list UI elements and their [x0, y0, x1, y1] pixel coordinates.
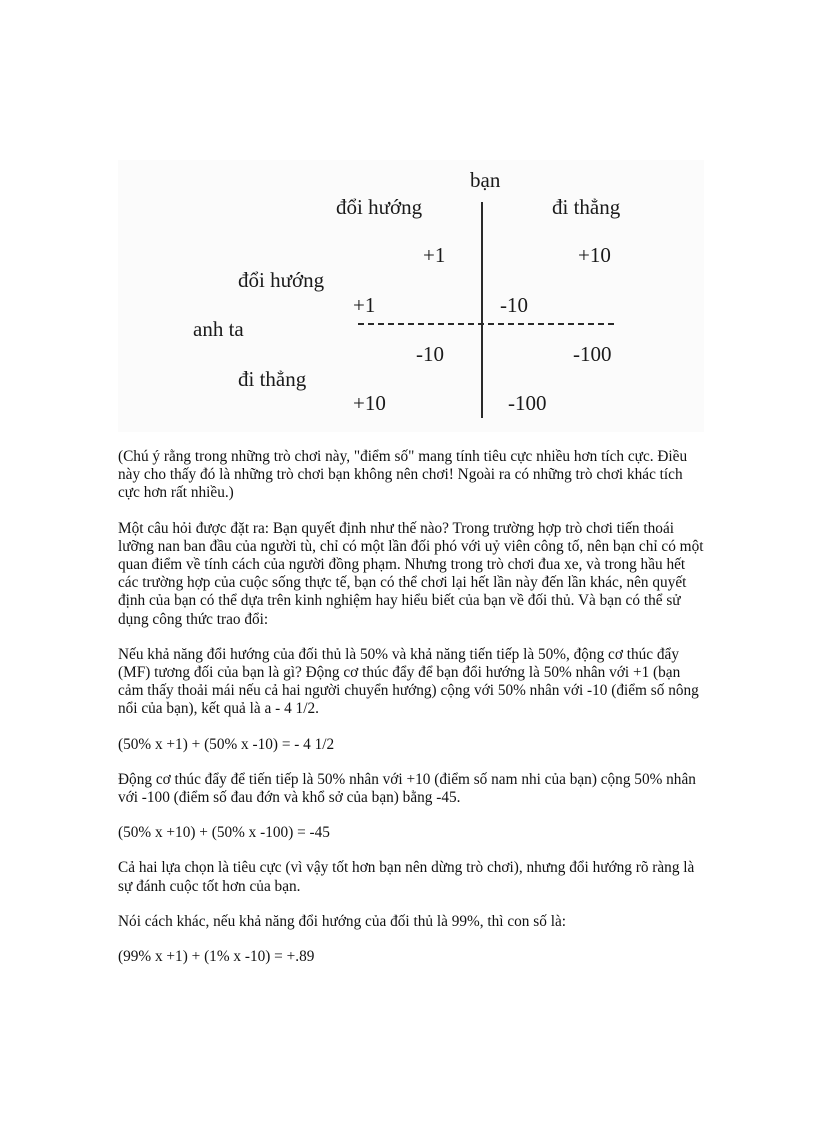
paragraph-other-case: Nói cách khác, nếu khả năng đổi hướng của đối thủ là 99%, thì con số là:	[118, 912, 566, 930]
paragraph-question: Một câu hỏi được đặt ra: Bạn quyết định như thế nào? Trong trường hợp trò chơi tiến thoái lưỡng nan ban đầu của người tù, chỉ có một lần đối phó với uỷ viên công tố, nên bạn chỉ có một quan điểm về tính cách của người đồng phạm. Nhưng trong trò chơi đua xe, và trong hầu hết các trường hợp của cuộc sống thực tế, bạn có thể chơi lại hết lần này đến lần khác, nên quyết định của bạn có thể dựa trên kinh nghiệm hay hiểu biết của bạn về đối thủ. Và bạn có thể sử dụng công thức trao đổi:	[118, 519, 704, 628]
cell-straight-straight-him: -100	[508, 391, 547, 415]
player-you-label: bạn	[470, 168, 501, 192]
him-swerve-label: đổi hướng	[238, 268, 325, 292]
paragraph-conclusion: Cả hai lựa chọn là tiêu cực (vì vậy tốt hơn bạn nên dừng trò chơi), nhưng đổi hướng rõ ràng là sự đánh cuộc tốt hơn của bạn.	[118, 859, 695, 895]
paragraph-mf-straight: Động cơ thúc đẩy để tiến tiếp là 50% nhân với +10 (điểm số nam nhi của bạn) cộng 50% nhân với -100 (điểm số đau đớn và khổ sở của bạn) bằng -45.	[118, 770, 696, 807]
you-swerve-label: đổi hướng	[336, 195, 423, 219]
formula-straight: (50% x +10) + (50% x -100) = -45	[118, 824, 330, 842]
cell-swerve-straight-you: +10	[578, 243, 611, 267]
cell-swerve-swerve-him: +1	[353, 293, 376, 317]
vertical-divider	[481, 202, 483, 418]
body-text	[118, 448, 708, 983]
cell-straight-straight-you: -100	[573, 342, 612, 366]
paragraph-note: (Chú ý rằng trong những trò chơi này, "điểm số" mang tính tiêu cực nhiều hơn tích cực. Điều này cho thấy đó là những trò chơi bạn không nên chơi! Ngoài ra có những trò chơi khác tích cực hơn rất nhiều.)	[118, 448, 688, 502]
cell-straight-swerve-him: +10	[353, 391, 386, 415]
formula-99: (99% x +1) + (1% x -10) = +.89	[118, 948, 315, 966]
paragraph-mf-swerve: Nếu khả năng đổi hướng của đối thủ là 50% và khả năng tiến tiếp là 50%, động cơ thúc đẩy (MF) tương đối của bạn là gì? Động cơ thúc đẩy để bạn đổi hướng là 50% nhân với +1 (bạn cảm thấy thoải mái nếu cả hai người chuyển hướng) cộng với 50% nhân với -10 (điểm số nông nổi của bạn), kết quả là a - 4 1/2.	[118, 645, 699, 718]
him-straight-label: đi thẳng	[238, 367, 307, 391]
player-him-label: anh ta	[193, 317, 244, 341]
cell-swerve-straight-him: -10	[500, 293, 528, 317]
dashed-divider	[358, 323, 614, 325]
cell-swerve-swerve-you: +1	[423, 243, 446, 267]
payoff-matrix-diagram	[118, 160, 704, 432]
formula-swerve: (50% x +1) + (50% x -10) = - 4 1/2	[118, 735, 335, 753]
cell-straight-swerve-you: -10	[416, 342, 444, 366]
you-straight-label: đi thẳng	[552, 195, 621, 219]
